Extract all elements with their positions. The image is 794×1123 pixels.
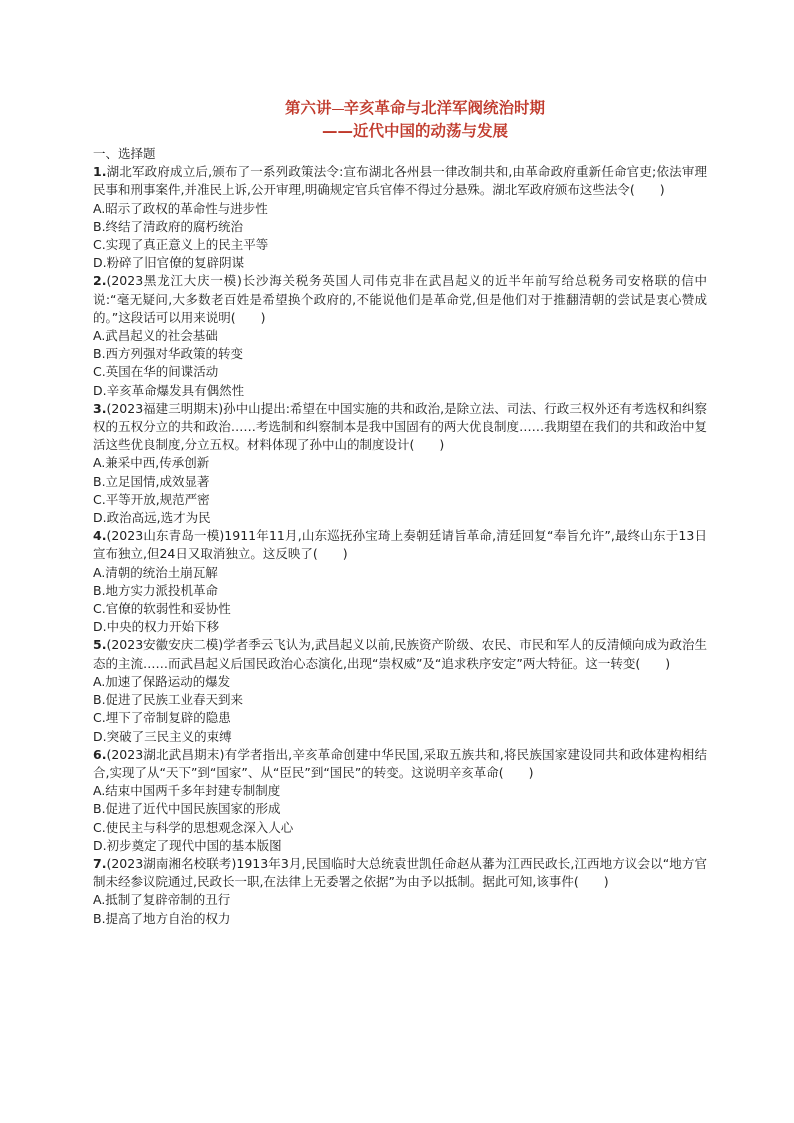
question-text: (2023湖北武昌期末)有学者指出,辛亥革命创建中华民国,采取五族共和,将民族国家建设同共和政体建构相结合,实现了从“天下”到“国家”、从“臣民”到“国民”的转变。这说明辛亥革命( )	[93, 746, 707, 780]
option-a: A.兼采中西,传承创新	[93, 455, 210, 471]
question-text: (2023安徽安庆二模)学者季云飞认为,武昌起义以前,民族资产阶级、农民、市民和军人的反清倾向成为政治生态的主流……而武昌起义后国民政治心态演化,出现“崇权威”及“追求秩序安定”两大特征。这一转变( )	[93, 637, 707, 671]
option-a: A.加速了保路运动的爆发	[93, 673, 231, 689]
option-b: B.终结了清政府的腐朽统治	[93, 218, 244, 234]
option-d: D.政治高远,选才为民	[93, 510, 211, 526]
question-1	[93, 163, 707, 272]
question-5	[93, 636, 707, 745]
question-6	[93, 746, 707, 855]
option-b: B.促进了近代中国民族国家的形成	[93, 801, 281, 817]
question-stem	[93, 163, 707, 199]
option-c: C.埋下了帝制复辟的隐患	[93, 710, 231, 726]
option-d: D.辛亥革命爆发具有偶然性	[93, 382, 245, 398]
question-number: 4.	[93, 528, 107, 544]
option-a: A.结束中国两千多年封建专制制度	[93, 783, 281, 799]
document-title	[123, 97, 707, 143]
question-text: (2023福建三明期末)孙中山提出:希望在中国实施的共和政治,是除立法、司法、行政三权外还有考选权和纠察权的五权分立的共和政治……考选制和纠察制本是我中国固有的两大优良制度……我期望在我们的共和政治中复活这些优良制度,分立五权。材料体现了孙中山的制度设计( )	[93, 400, 707, 453]
question-stem	[93, 746, 707, 782]
option-d: D.粉碎了旧官僚的复辟阴谋	[93, 255, 245, 271]
question-4	[93, 527, 707, 636]
question-text: (2023山东青岛一模)1911年11月,山东巡抚孙宝琦上奏朝廷请旨革命,清廷回复“奉旨允许”,最终山东于13日宣布独立,但24日又取消独立。这反映了( )	[93, 528, 707, 562]
option-b: B.西方列强对华政策的转变	[93, 346, 244, 362]
option-d: D.中央的权力开始下移	[93, 619, 220, 635]
document-page	[93, 97, 707, 928]
option-b: B.促进了民族工业春天到来	[93, 692, 244, 708]
lesson-topic: 辛亥革命与北洋军阀统治时期	[343, 99, 546, 117]
option-d: D.初步奠定了现代中国的基本版图	[93, 837, 282, 853]
option-c: C.实现了真正意义上的民主平等	[93, 237, 269, 253]
question-stem	[93, 400, 707, 455]
question-number: 3.	[93, 400, 107, 416]
question-2	[93, 272, 707, 399]
option-d: D.突破了三民主义的束缚	[93, 728, 232, 744]
option-a: A.清朝的统治土崩瓦解	[93, 564, 218, 580]
question-stem	[93, 527, 707, 563]
question-number: 1.	[93, 164, 107, 180]
option-c: C.官僚的软弱性和妥协性	[93, 601, 231, 617]
question-number: 2.	[93, 273, 107, 289]
question-number: 5.	[93, 637, 107, 653]
option-c: C.使民主与科学的思想观念深入人心	[93, 819, 294, 835]
option-a: A.抵制了复辟帝制的丑行	[93, 892, 231, 908]
question-stem	[93, 272, 707, 327]
question-number: 7.	[93, 855, 107, 871]
option-b: B.提高了地方自治的权力	[93, 910, 231, 926]
question-stem	[93, 855, 707, 891]
option-b: B.地方实力派投机革命	[93, 582, 219, 598]
option-a: A.昭示了政权的革命性与进步性	[93, 200, 268, 216]
question-list	[93, 163, 707, 928]
question-7	[93, 855, 707, 928]
question-text: (2023湖南湘名校联考)1913年3月,民国临时大总统袁世凯任命赵从蕃为江西民政长,江西地方议会以“地方官制未经参议院通过,民政长一职,在法律上无委署之依据”为由予以抵制。据此可知,该事件( )	[93, 855, 707, 890]
section-heading: 一、选择题	[93, 146, 156, 161]
title-separator	[332, 109, 344, 110]
title-line-1	[123, 97, 707, 120]
lesson-number: 第六讲	[284, 99, 332, 117]
option-b: B.立足国情,成效显著	[93, 473, 210, 489]
lesson-subtitle: ——近代中国的动荡与发展	[321, 122, 508, 140]
question-number: 6.	[93, 746, 107, 762]
question-text: (2023黑龙江大庆一模)长沙海关税务英国人司伟克非在武昌起义的近半年前写给总税务司安格联的信中说:“毫无疑问,大多数老百姓是希望换个政府的,不能说他们是革命党,但是他们对于推翻清朝的尝试是衷心赞成的。”这段话可以用来说明( )	[93, 273, 707, 325]
question-text: 湖北军政府成立后,颁布了一系列政策法令:宣布湖北各州县一律改制共和,由革命政府重新任命官吏;依法审理民事和刑事案件,并准民上诉,公开审理,明确规定官兵官俸不得过分悬殊。湖北军政府颁布这些法令( )	[93, 164, 707, 198]
question-stem	[93, 636, 707, 672]
question-3	[93, 400, 707, 527]
option-c: C.平等开放,规范严密	[93, 491, 210, 507]
option-a: A.武昌起义的社会基础	[93, 328, 218, 344]
option-c: C.英国在华的间谍活动	[93, 364, 219, 380]
